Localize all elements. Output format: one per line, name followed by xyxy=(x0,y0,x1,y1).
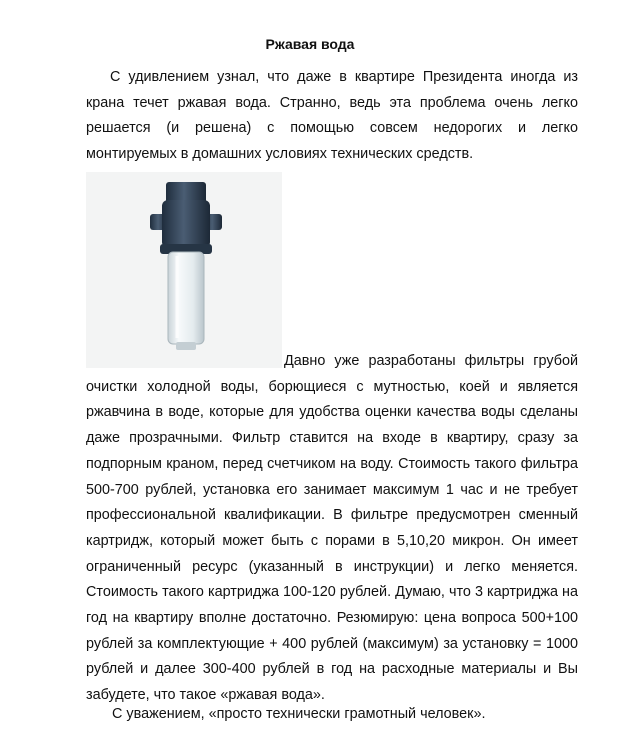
paragraph-main-text: Давно уже разработаны фильтры грубой очистки холодной воды, борющиеся с мутностью, коей и является ржавчина в воде, которые для удобства оценки качества воды сделаны даже прозрачными. Фильтр ставится на входе в квартиру, сразу за подпорным краном, перед счетчиком на воду. Стоимость такого фильтра 500-700 рублей, установка его занимает максимум 1 час и не требует профессиональной квалификации. В фильтре предусмотрен сменный картридж, который может быть с порами в 5,10,20 микрон. Он имеет ограниченный ресурс (указанный в инструкции) и легко меняется. Стоимость такого картриджа 100-120 рублей. Думаю, что 3 картриджа на год на квартиру вполне достаточно. Резюмирую: цена вопроса 500+100 рублей за комплектующие + 400 рублей (максимум) за установку = 1000 рублей и далее 300-400 рублей в год на расходные материалы и Вы забудете, что такое «ржавая вода». xyxy=(86,353,578,704)
paragraph-intro: С удивлением узнал, что даже в квартире Президента иногда из крана течет ржавая вода. Странно, ведь эта проблема очень легко решается (и решена) с помощью совсем недорогих и легко монтируемых в домашних условиях технических средств. xyxy=(86,69,578,163)
water-filter-icon xyxy=(86,172,282,368)
signature: С уважением, «просто технически грамотный человек». xyxy=(112,706,486,722)
water-filter-photo xyxy=(86,172,282,368)
paragraph-main xyxy=(86,349,578,709)
document-title: Ржавая вода xyxy=(265,36,355,52)
